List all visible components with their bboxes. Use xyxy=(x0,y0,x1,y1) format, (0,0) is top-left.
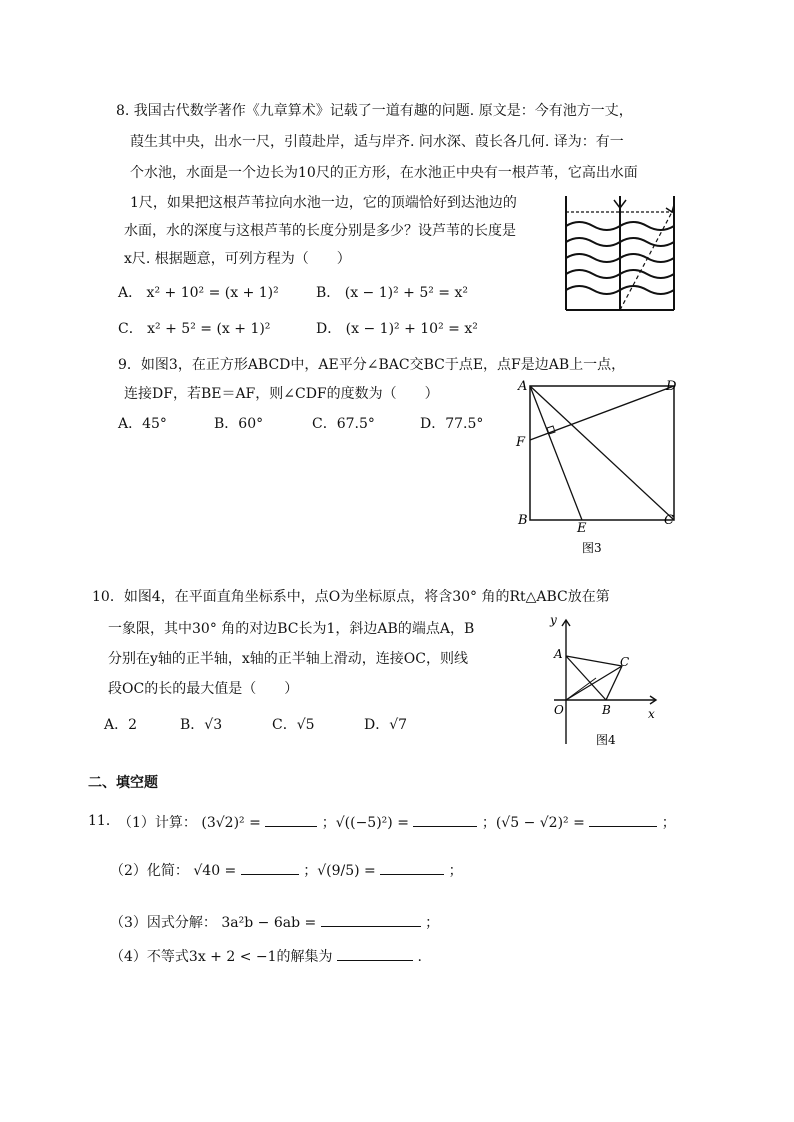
q11-p1-expr-3: ；(√5 − √2)² = xyxy=(481,815,585,831)
figure-3-caption: 图3 xyxy=(582,541,602,555)
q11-p4-label: （4）不等式3x + 2 < −1的解集为 xyxy=(110,949,333,965)
q8-line-4: 1尺，如果把这根芦苇拉向水池一边，它的顶端恰好到达池边的 xyxy=(130,195,517,211)
q8-line-6: x尺. 根据题意，可列方程为（ ） xyxy=(124,251,351,267)
q8-line-5: 水面，水的深度与这根芦苇的长度分别是多少？设芦苇的长度是 xyxy=(124,223,516,239)
label-c: C xyxy=(664,513,674,528)
q11-p2-end: ； xyxy=(448,863,463,879)
pond-reed-figure xyxy=(560,186,680,316)
q11-p3-answer[interactable] xyxy=(321,910,421,927)
q11-p3-end: ； xyxy=(425,915,440,931)
label-b: B xyxy=(518,513,528,528)
q11-p1-answer-1[interactable] xyxy=(265,810,317,827)
q11-number: 11． xyxy=(88,813,120,829)
square-abcd-figure xyxy=(510,376,690,558)
q8-line-3: 个水池，水面是一个边长为10尺的正方形，在水池正中央有一根芦苇，它高出水面 xyxy=(130,165,638,181)
q10-line-2: 一象限，其中30° 角的对边BC长为1，斜边AB的端点A，B xyxy=(108,621,475,637)
label-d: D xyxy=(666,379,677,394)
label-origin: O xyxy=(554,703,564,717)
q10-option-d: D．√7 xyxy=(364,717,408,733)
q11-p4-end: . xyxy=(417,949,422,965)
figure-4-caption: 图4 xyxy=(596,733,616,747)
q11-p1-label: （1）计算： xyxy=(118,815,197,831)
q10-option-a: A．2 xyxy=(104,717,138,733)
q9-option-d: D．77.5° xyxy=(420,416,484,432)
label-e: E xyxy=(577,521,587,536)
q9-option-c: C．67.5° xyxy=(312,416,375,432)
q11-p1-expr-2: ；√((−5)²) = xyxy=(321,815,409,831)
label-a: A xyxy=(518,379,528,394)
q9-line-1: 9．如图3，在正方形ABCD中，AE平分∠BAC交BC于点E，点F是边AB上一点， xyxy=(118,357,626,373)
q11-p1-answer-3[interactable] xyxy=(589,810,657,827)
label-c: C xyxy=(620,655,630,669)
coordinate-figure xyxy=(544,614,664,750)
q11-p2-expr-2: ；√(9/5) = xyxy=(303,863,376,879)
label-x-axis: x xyxy=(648,707,655,721)
label-a: A xyxy=(554,647,563,661)
q11-p1-answer-2[interactable] xyxy=(413,810,477,827)
section-title: 二、填空题 xyxy=(88,775,158,791)
q8-option-a: A． x² + 10² = (x + 1)² xyxy=(118,285,279,301)
q8-option-c: C． x² + 5² = (x + 1)² xyxy=(118,321,271,337)
q9-line-2: 连接DF，若BE＝AF，则∠CDF的度数为（ ） xyxy=(124,386,439,402)
q10-option-c: C．√5 xyxy=(272,717,315,733)
q10-line-1: 10．如图4，在平面直角坐标系中，点O为坐标原点，将含30° 角的Rt△ABC放在第 xyxy=(92,589,610,605)
q10-line-4: 段OC的长的最大值是（ ） xyxy=(108,681,299,697)
q11-part-4 xyxy=(110,944,422,966)
q8-line-2: 葭生其中央，出水一尺，引葭赴岸，适与岸齐. 问水深、葭长各几何. 译为：有一 xyxy=(130,134,624,150)
q11-p3-expr-1: 3a²b − 6ab = xyxy=(221,915,317,931)
q11-p2-label: （2）化简： xyxy=(110,863,189,879)
q11-p1-expr-1: (3√2)² = xyxy=(201,815,261,831)
q11-p1-end: ； xyxy=(661,815,676,831)
q11-part-3 xyxy=(110,910,439,932)
q11-p2-answer-1[interactable] xyxy=(241,858,299,875)
q10-option-b: B．√3 xyxy=(180,717,223,733)
q11-p2-answer-2[interactable] xyxy=(380,858,444,875)
q10-line-3: 分别在y轴的正半轴，x轴的正半轴上滑动，连接OC，则线 xyxy=(108,651,468,667)
q11-p2-expr-1: √40 = xyxy=(193,863,237,879)
q8-option-d: D． (x − 1)² + 10² = x² xyxy=(316,321,478,337)
q11-part-1 xyxy=(118,810,676,832)
q9-option-a: A．45° xyxy=(118,416,167,432)
label-b: B xyxy=(602,703,611,717)
q11-p4-answer[interactable] xyxy=(337,944,413,961)
label-f: F xyxy=(516,435,526,450)
q11-part-2 xyxy=(110,858,463,880)
q9-option-b: B．60° xyxy=(214,416,264,432)
q8-option-b: B． (x − 1)² + 5² = x² xyxy=(316,285,468,301)
label-y-axis: y xyxy=(550,614,557,627)
q8-line-1: 8. 我国古代数学著作《九章算术》记载了一道有趣的问题. 原文是：今有池方一丈， xyxy=(116,103,633,119)
q11-p3-label: （3）因式分解： xyxy=(110,915,217,931)
